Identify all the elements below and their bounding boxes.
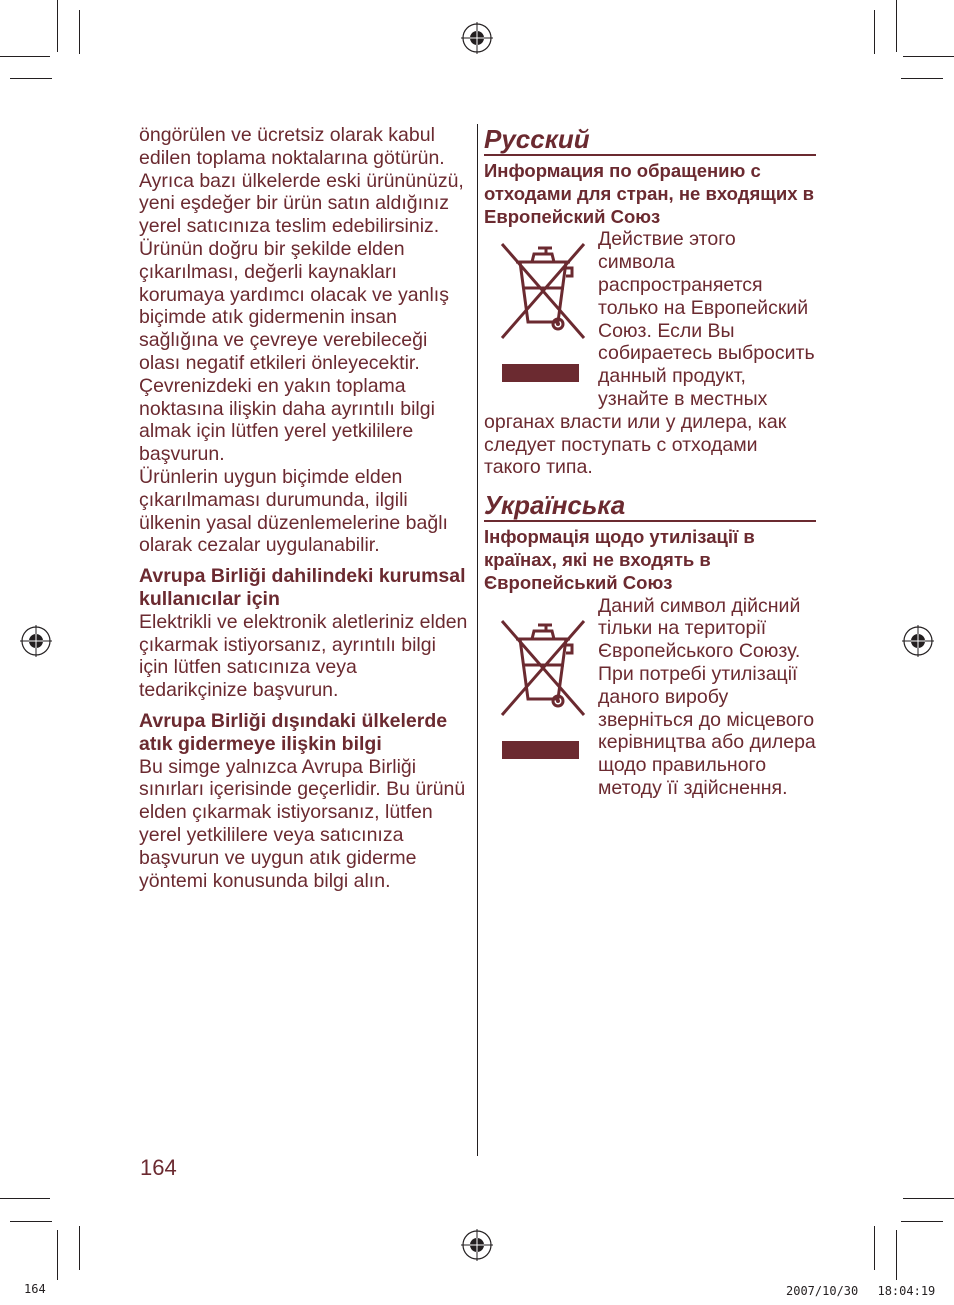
crossed-out-wheelie-bin-icon <box>494 615 590 725</box>
crop-mark <box>874 10 875 54</box>
registration-mark-icon <box>461 22 493 54</box>
crop-mark <box>901 78 943 79</box>
registration-mark-icon <box>902 625 934 657</box>
crop-mark <box>79 1226 80 1270</box>
intro-paragraph: öngörülen ve ücretsiz olarak kabul edilen toplama noktalarına götürün. Ayrıca bazı ülkelerde eski ürününüzü, yeni eşdeğer bir ürün satın aldığınız yerel satıcınıza teslim edebilirsiniz. Ürünün doğru bir şekilde elden çıkarılması, değerli kaynakları korumaya yardımcı olacak ve yanlış biçimde atık gidermenin insan sağlığına ve çevreye verebileceği olası negatif etkileri önleyecektir. Çevrenizdeki en yakın toplama noktasına ilişkin daha ayrıntılı bilgi almak için lütfen yerel yetkililere başvurun. <box>139 124 464 466</box>
crossed-out-wheelie-bin-icon <box>494 238 590 348</box>
crop-mark <box>896 0 897 52</box>
crop-mark <box>0 56 50 57</box>
footer-datetime: 2007/10/30 18:04:19 <box>786 1284 936 1298</box>
column-divider <box>477 124 478 1156</box>
crop-mark <box>903 56 954 57</box>
crop-mark <box>874 1226 875 1270</box>
ukrainian-symbol-block <box>484 595 816 800</box>
russian-symbol-block <box>484 228 816 410</box>
registration-mark-icon <box>20 625 52 657</box>
crop-mark <box>57 0 58 52</box>
right-column <box>484 124 816 800</box>
crop-mark <box>0 1198 50 1199</box>
section-title: Avrupa Birliği dışındaki ülkelerde atık gidermeye ilişkin bilgi <box>139 709 448 755</box>
crop-mark <box>901 1221 943 1222</box>
ukrainian-wrap-text: Даний символ дійсний тільки на території Європейського Союзу. При потребі утилізації даного виробу зверніться до місцевого керівництва або дилера щодо правильного методу її здійснення. <box>598 594 816 799</box>
russian-rest-text: органах власти или у дилера, как следует поступать с отходами такого типа. <box>484 410 787 479</box>
russian-heading: Русский <box>484 124 816 156</box>
registration-mark-icon <box>461 1229 493 1261</box>
crop-mark <box>79 10 80 54</box>
section-paragraph: Elektrikli ve elektronik aletleriniz elden çıkarmak istiyorsanız, ayrıntılı bilgi için lütfen satıcınıza veya tedarikçinize başvurun. <box>139 610 468 702</box>
crop-mark <box>903 1198 954 1199</box>
page-number: 164 <box>140 1155 177 1180</box>
ukrainian-subheading: Інформація щодо утилізації в країнах, які не входять в Європейський Союз <box>484 526 755 593</box>
russian-wrap-text: Действие этого символа распространяется только на Европейский Союз. Если Вы собираетесь выбросить данный продукт, узнайте в местных <box>598 228 815 410</box>
bin-underline-bar <box>502 741 579 759</box>
crop-mark <box>896 1230 897 1280</box>
crop-mark <box>10 78 52 79</box>
crop-mark <box>10 1221 52 1222</box>
crop-mark <box>57 1230 58 1280</box>
section-paragraph: Bu simge yalnızca Avrupa Birliği sınırları içerisinde geçerlidir. Bu ürünü elden çıkarmak istiyorsanız, lütfen yerel yetkililere veya satıcınıza başvurun ve uygun atık giderme yöntemi konusunda bilgi alın. <box>139 755 466 892</box>
footer-file-label: 164 <box>24 1282 46 1296</box>
russian-subheading: Информация по обращению с отходами для стран, не входящих в Европейский Союз <box>484 160 815 227</box>
section-title: Avrupa Birliği dahilindeki kurumsal kullanıcılar için <box>139 565 466 610</box>
bin-underline-bar <box>502 364 579 382</box>
left-column <box>139 124 469 892</box>
ukrainian-heading: Українська <box>484 490 816 522</box>
penalty-paragraph: Ürünlerin uygun biçimde elden çıkarılmaması durumunda, ilgili ülkenin yasal düzenlemelerine bağlı olarak cezalar uygulanabilir. <box>139 465 448 557</box>
